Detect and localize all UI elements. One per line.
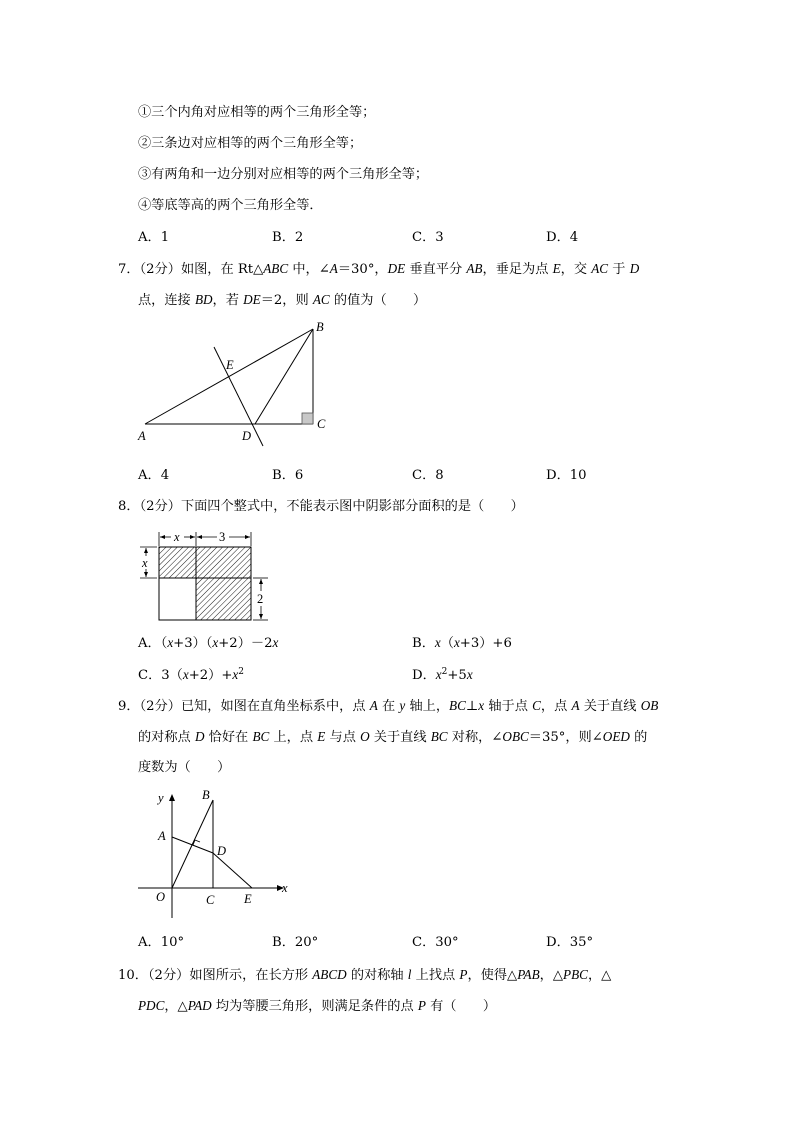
q9-label-o: O <box>156 890 166 904</box>
q9-label-c: C <box>206 893 215 907</box>
q9-option-a[interactable]: A．10° <box>138 935 185 950</box>
q8-option-b[interactable]: B．x（x+3）+6 <box>412 635 512 651</box>
q7-stem-line1: 7．（2分）如图，在 Rt△ABC 中，∠A＝30°，DE 垂直平分 AB，垂足为点 E，交 AC 于 D <box>118 261 640 277</box>
q9-segment-ad <box>172 837 213 853</box>
q8-option-c[interactable]: C．$3(x+2)+x^2$ <box>138 667 244 683</box>
q7-option-a[interactable]: A．4 <box>138 468 170 483</box>
q8-label-x-left: x <box>142 556 148 570</box>
q9-stem-line1: 9．（2分）已知，如图在直角坐标系中，点 A 在 y 轴上，BC⊥x 轴于点 C，点 A 关于直线 OB <box>118 698 659 714</box>
q9-label-d: D <box>217 844 227 858</box>
q7-option-b[interactable]: B．6 <box>272 468 304 483</box>
q9-option-d[interactable]: D．35° <box>546 935 594 950</box>
q9-stem-line3: 度数为（ ） <box>138 760 231 775</box>
q7-label-a: A <box>138 429 146 443</box>
q6-option-d[interactable]: D．4 <box>546 230 579 245</box>
q8-label-x-top: x <box>174 530 180 544</box>
q6-option-c[interactable]: C．3 <box>412 230 444 245</box>
q7-option-d[interactable]: D．10 <box>546 468 587 483</box>
q9-option-c[interactable]: C．30° <box>412 935 459 950</box>
q8-label-two: 2 <box>257 592 264 606</box>
q8-label-three: 3 <box>219 530 226 544</box>
q7-label-d: D <box>242 429 252 443</box>
q6-statement-2: ②三条边对应相等的两个三角形全等； <box>138 136 363 151</box>
q6-option-b[interactable]: B．2 <box>272 230 304 245</box>
q9-label-y: y <box>158 791 164 805</box>
q7-option-c[interactable]: C．8 <box>412 468 444 483</box>
q9-label-a: A <box>158 829 166 843</box>
q9-label-x: x <box>282 881 288 895</box>
q7-label-b: B <box>316 320 324 334</box>
q8-option-d[interactable]: D．$x^2+5x$ <box>412 667 473 683</box>
q9-segment-de <box>213 853 252 888</box>
q7-stem-line2: 点，连接 BD，若 DE＝2，则 AC 的值为（ ） <box>138 292 427 308</box>
q9-option-b[interactable]: B．20° <box>272 935 319 950</box>
q9-label-e: E <box>244 892 252 906</box>
q9-label-b: B <box>202 788 210 802</box>
q6-statement-3: ③有两角和一边分别对应相等的两个三角形全等； <box>138 167 429 182</box>
q9-stem-line2: 的对称点 D 恰好在 BC 上，点 E 与点 O 关于直线 BC 对称，∠OBC＝35°，则∠OED 的 <box>138 729 648 745</box>
q8-option-a[interactable]: A．（x+3）（x+2）－2x <box>138 635 279 651</box>
q8-stem: 8．（2分）下面四个整式中，不能表示图中阴影部分面积的是（ ） <box>118 499 524 514</box>
q6-statement-1: ①三个内角对应相等的两个三角形全等； <box>138 105 376 120</box>
q10-stem-line1: 10．（2分）如图所示，在长方形 ABCD 的对称轴 l 上找点 P，使得△PAB，△PBC，△ <box>118 967 612 983</box>
q10-stem-line2: PDC，△PAD 均为等腰三角形，则满足条件的点 P 有（ ） <box>138 998 497 1014</box>
q6-option-a[interactable]: A．1 <box>138 230 170 245</box>
q9-segment-ob <box>172 800 213 888</box>
q7-label-e: E <box>226 358 234 372</box>
q7-label-c: C <box>317 417 326 431</box>
q6-statement-4: ④等底等高的两个三角形全等． <box>138 198 323 213</box>
